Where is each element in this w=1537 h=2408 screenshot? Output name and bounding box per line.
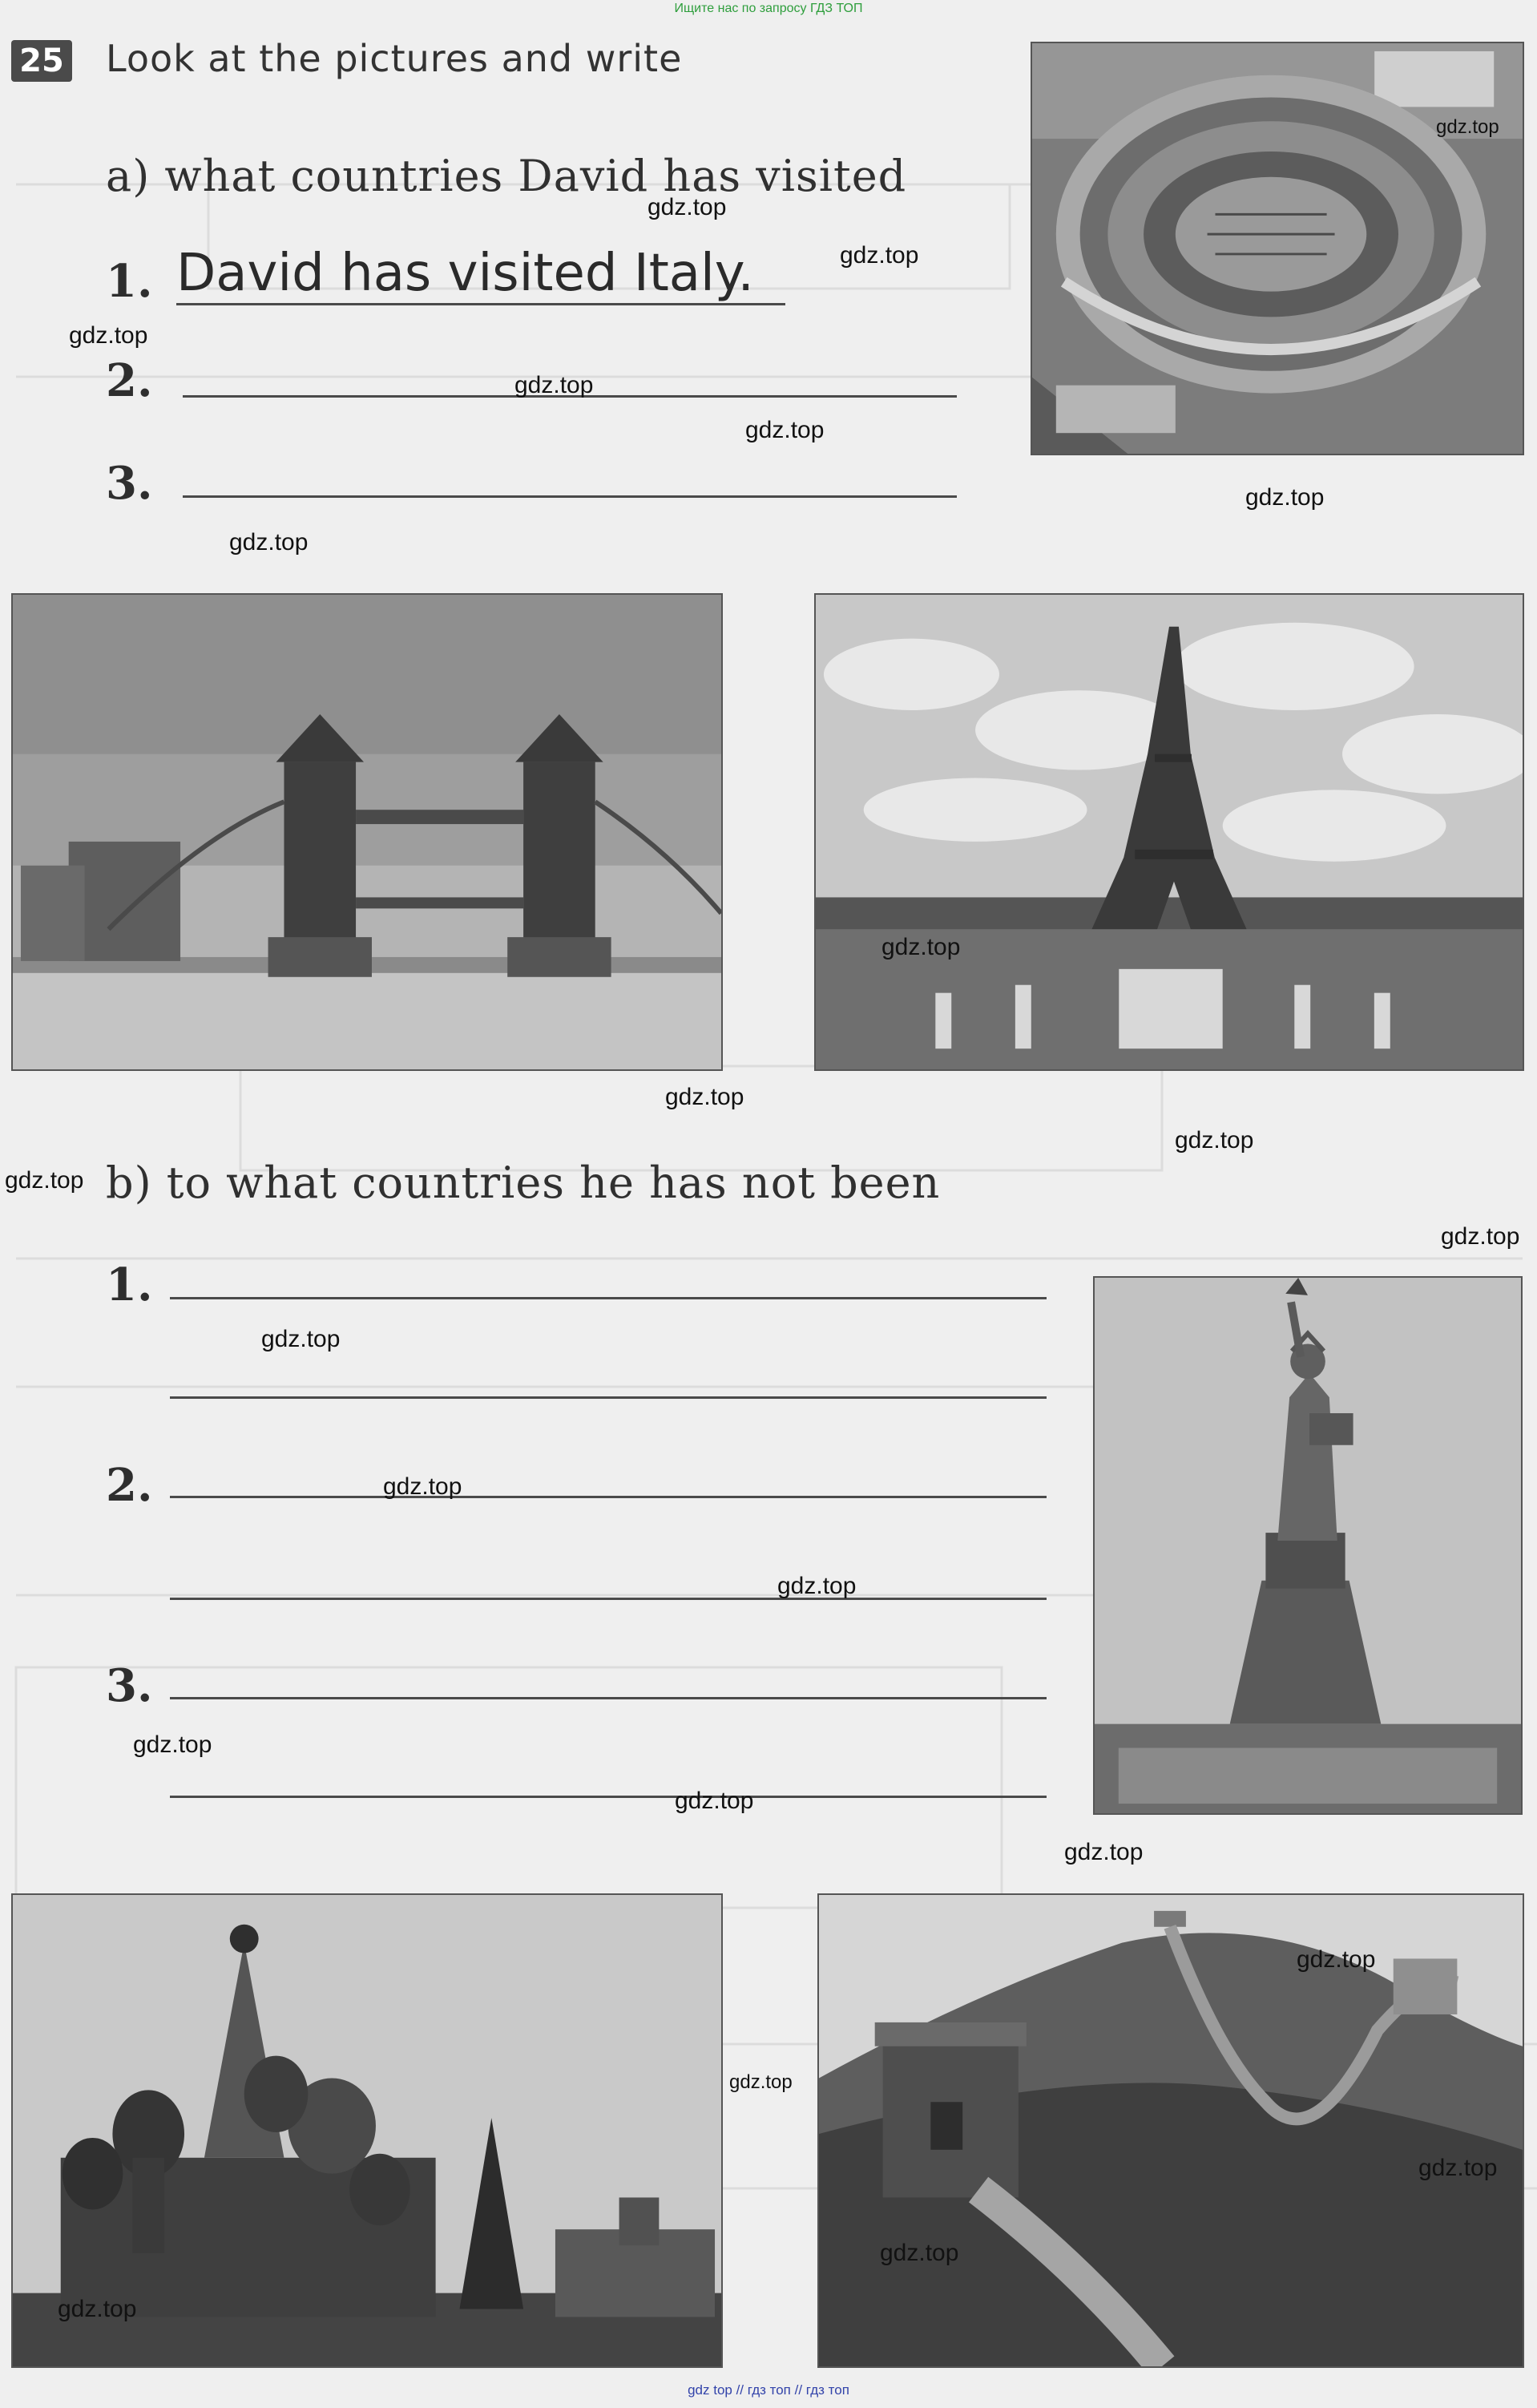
- part-a-item-3-number: 3.: [106, 457, 153, 510]
- watermark: gdz.top: [647, 194, 727, 220]
- tower-bridge-photo: [11, 593, 723, 1071]
- watermark: gdz.top: [69, 322, 148, 349]
- part-b-item-1-number: 1.: [106, 1259, 153, 1311]
- watermark: gdz.top: [1175, 1127, 1254, 1153]
- statue-of-liberty-photo: [1093, 1276, 1523, 1815]
- eiffel-tower-photo: [814, 593, 1524, 1071]
- watermark: gdz.top: [1245, 484, 1325, 511]
- watermark: gdz.top: [261, 1326, 341, 1352]
- watermark: gdz.top: [745, 417, 825, 443]
- watermark: gdz.top: [229, 529, 309, 556]
- part-b-item-3-number: 3.: [106, 1659, 153, 1712]
- part-b-item-2-answer-line-2[interactable]: [170, 1598, 1047, 1600]
- watermark: gdz.top: [133, 1731, 212, 1758]
- watermark: gdz.top: [58, 2296, 137, 2322]
- part-b-item-2-answer-line-1[interactable]: [170, 1496, 1047, 1498]
- part-a-heading: a) what countries David has visited: [106, 151, 907, 201]
- watermark: gdz.top: [729, 2071, 793, 2093]
- part-b-heading: b) to what countries he has not been: [106, 1158, 941, 1208]
- watermark: gdz.top: [1297, 1946, 1376, 1973]
- footer: gdz top // гдз топ // гдз топ: [688, 2382, 849, 2398]
- part-b-item-1-answer-line-1[interactable]: [170, 1297, 1047, 1299]
- watermark: gdz.top: [777, 1573, 857, 1599]
- watermark: gdz.top: [880, 2240, 959, 2266]
- part-a-item-1-line: [176, 303, 785, 305]
- watermark: gdz.top: [675, 1788, 754, 1814]
- watermark: gdz.top: [514, 372, 594, 398]
- watermark: gdz.top: [1436, 116, 1499, 138]
- watermark: gdz.top: [1064, 1839, 1144, 1865]
- part-b-item-3-answer-line-2[interactable]: [170, 1796, 1047, 1798]
- colosseum-photo: [1031, 42, 1524, 455]
- watermark: gdz.top: [1441, 1223, 1520, 1250]
- part-a-item-1-answer: David has visited Italy.: [176, 244, 754, 303]
- watermark: gdz.top: [1418, 2155, 1498, 2181]
- watermark: gdz.top: [840, 242, 919, 269]
- part-b-item-3-answer-line-1[interactable]: [170, 1697, 1047, 1699]
- top-banner: Ищите нас по запросу ГДЗ ТОП: [674, 2, 863, 15]
- part-b-item-2-number: 2.: [106, 1459, 153, 1512]
- part-a-item-3-answer-line[interactable]: [183, 495, 957, 498]
- watermark: gdz.top: [665, 1084, 744, 1110]
- exercise-instruction: Look at the pictures and write: [106, 37, 683, 80]
- great-wall-photo: [817, 1893, 1524, 2368]
- part-a-item-2-number: 2.: [106, 354, 153, 407]
- part-a-item-1-number: 1.: [106, 255, 153, 308]
- exercise-number-badge: 25: [11, 40, 72, 82]
- watermark: gdz.top: [383, 1473, 462, 1500]
- watermark: gdz.top: [881, 934, 961, 960]
- watermark: gdz.top: [5, 1167, 84, 1194]
- part-b-item-1-answer-line-2[interactable]: [170, 1396, 1047, 1399]
